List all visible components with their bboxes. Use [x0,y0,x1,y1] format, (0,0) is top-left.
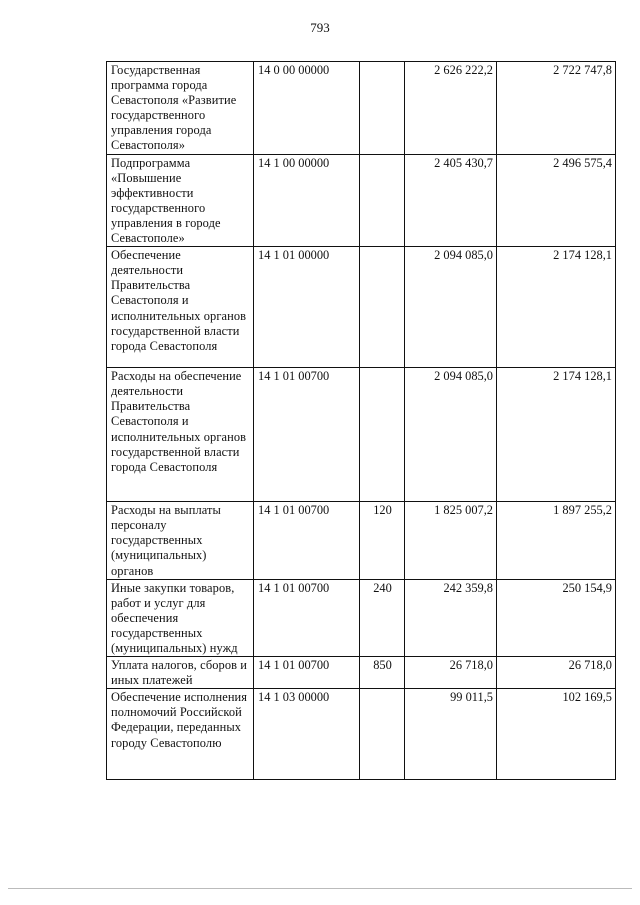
row-name-cell: Обеспечение деятельности Правительства Севастополя и исполнительных органов государственной власти города Севастополя [107,247,254,368]
row-year1-cell: 2 094 085,0 [405,368,497,502]
row-code-cell: 14 1 01 00000 [254,247,360,368]
row-name-cell: Иные закупки товаров, работ и услуг для обеспечения государственных (муниципальных) нужд [107,579,254,656]
row-year1-cell: 242 359,8 [405,579,497,656]
row-name-cell: Расходы на обеспечение деятельности Правительства Севастополя и исполнительных органов государственной власти города Севастополя [107,368,254,502]
row-code-cell: 14 1 01 00700 [254,368,360,502]
row-code-cell: 14 0 00 00000 [254,62,360,155]
row-name-cell: Подпрограмма «Повышение эффективности государственного управления в городе Севастополе» [107,154,254,247]
row-code-cell: 14 1 01 00700 [254,657,360,689]
table-row [107,657,616,689]
row-year2-cell: 250 154,9 [497,579,616,656]
row-year2-cell: 1 897 255,2 [497,502,616,579]
row-year1-cell: 1 825 007,2 [405,502,497,579]
table-row [107,368,616,502]
table-row [107,247,616,368]
scan-edge-line [8,888,632,889]
row-year1-cell: 26 718,0 [405,657,497,689]
row-type-cell: 850 [360,657,405,689]
table-row [107,689,616,780]
row-name-cell: Обеспечение исполнения полномочий Российской Федерации, переданных городу Севастополю [107,689,254,780]
row-name-cell: Расходы на выплаты персоналу государственных (муниципальных) органов [107,502,254,579]
row-name-cell: Уплата налогов, сборов и иных платежей [107,657,254,689]
row-year2-cell: 2 174 128,1 [497,247,616,368]
row-year1-cell: 99 011,5 [405,689,497,780]
row-type-cell [360,154,405,247]
row-type-cell [360,247,405,368]
row-year1-cell: 2 626 222,2 [405,62,497,155]
row-code-cell: 14 1 01 00700 [254,502,360,579]
row-year2-cell: 2 174 128,1 [497,368,616,502]
row-type-cell [360,368,405,502]
row-type-cell: 240 [360,579,405,656]
budget-table [106,61,616,780]
table-row [107,579,616,656]
row-year2-cell: 2 722 747,8 [497,62,616,155]
row-name-cell: Государственная программа города Севастополя «Развитие государственного управления города Севастополя» [107,62,254,155]
row-year2-cell: 2 496 575,4 [497,154,616,247]
table-row [107,502,616,579]
row-year2-cell: 26 718,0 [497,657,616,689]
row-type-cell [360,62,405,155]
row-code-cell: 14 1 03 00000 [254,689,360,780]
page-number: 793 [310,20,330,35]
row-type-cell [360,689,405,780]
table-row [107,62,616,155]
row-code-cell: 14 1 01 00700 [254,579,360,656]
row-year1-cell: 2 094 085,0 [405,247,497,368]
row-year1-cell: 2 405 430,7 [405,154,497,247]
row-year2-cell: 102 169,5 [497,689,616,780]
row-code-cell: 14 1 00 00000 [254,154,360,247]
row-type-cell: 120 [360,502,405,579]
table-row [107,154,616,247]
